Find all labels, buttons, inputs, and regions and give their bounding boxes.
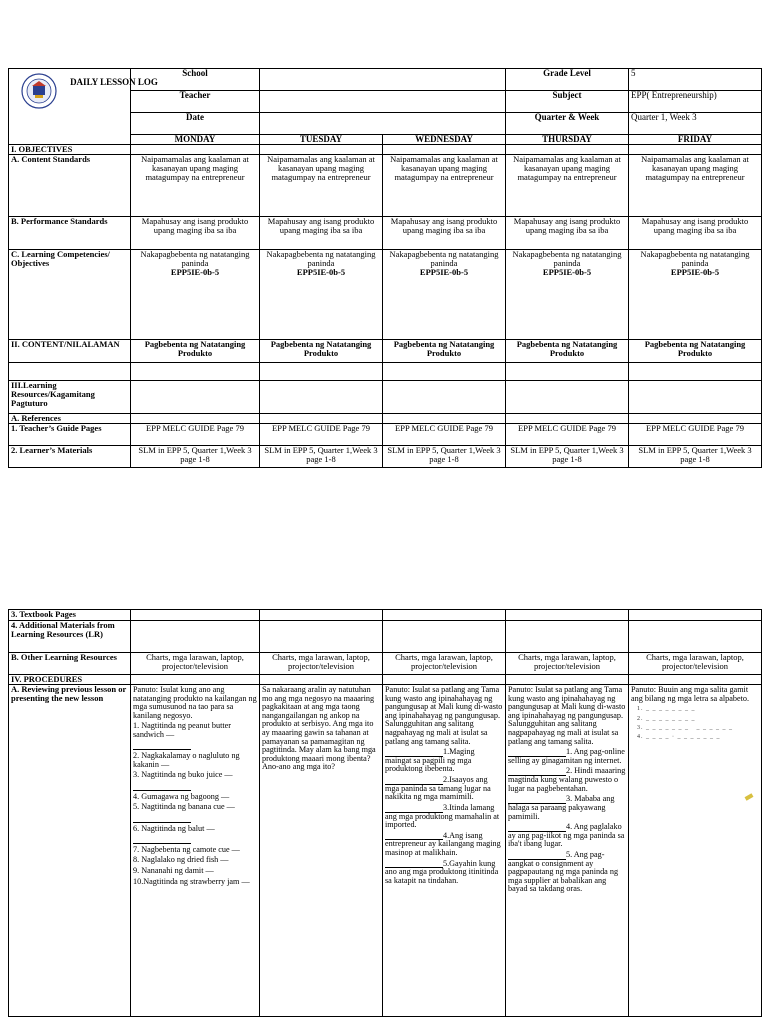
answer-blank[interactable] (133, 783, 191, 791)
performance-standards-tuesday: Mapahusay ang isang produkto upang maging iba sa iba (260, 217, 383, 250)
content-standards-wednesday: Naipamamalas ang kaalaman at kasanayan upang maging matagumpay na entrepreneur (383, 155, 506, 217)
lm-monday: SLM in EPP 5, Quarter 1,Week 3 page 1-8 (131, 446, 260, 468)
day-header-monday: MONDAY (131, 135, 260, 145)
additional-materials-label: 4. Additional Materials from Learning Resources (LR) (9, 621, 131, 653)
content-friday: Pagbebenta ng Natatanging Produkto (629, 340, 762, 363)
teacher-label: Teacher (131, 91, 260, 113)
content-standards-label: A. Content Standards (9, 155, 131, 217)
thursday-item-5 (508, 851, 626, 894)
monday-item-9: 9. Nananahi ng damit — (133, 865, 214, 875)
wednesday-item-text: 4.Ang isang entrepreneur ay kailangang maging masinop at malikhain. (385, 830, 501, 857)
competencies-label: C. Learning Competencies/ Objectives (9, 250, 131, 340)
answer-blank[interactable] (133, 815, 191, 823)
subject-field[interactable]: EPP( Entrepreneurship) (629, 91, 762, 113)
word-puzzle-image (631, 706, 759, 740)
monday-item-8: 8. Naglalako ng dried fish — (133, 855, 229, 865)
monday-item-5: 5. Nagtitinda ng banana cue — (133, 802, 235, 812)
competency-code: EPP5IE-0b-5 (542, 267, 592, 278)
tg-tuesday: EPP MELC GUIDE Page 79 (260, 424, 383, 446)
competency-wednesday (383, 250, 506, 340)
wednesday-item-text: 1.Maging maingat sa pagpili ng mga produktong ibebenta. (385, 747, 475, 774)
lm-thursday: SLM in EPP 5, Quarter 1,Week 3 page 1-8 (506, 446, 629, 468)
wednesday-item-1 (385, 748, 503, 774)
monday-item-4: 4. Gumagawa ng bagoong — (133, 791, 230, 801)
content-label: II. CONTENT/NILALAMAN (9, 340, 131, 363)
day-header-spacer (9, 135, 131, 145)
performance-standards-thursday: Mapahusay ang isang produkto upang maging iba sa iba (506, 217, 629, 250)
thursday-item-text: 4. Ang paglalako ay ang pag-iikot ng mga paninda sa iba't ibang lugar. (508, 822, 625, 849)
tg-monday: EPP MELC GUIDE Page 79 (131, 424, 260, 446)
references-label: A. References (9, 414, 131, 424)
review-tuesday: Sa nakaraang aralin ay natutuhan mo ang mga negosyo na maaaring pagkakitaan at ang mga taong nangangailangan ng ankop na produkto at serbisyo. Ang mga ito ay maaaring gawin sa tahanan at pamayanan sa pamamagitan ng pagtitinda. May alam ka bang mga produktong maaari mong ibenta? Ano-ano ang mga ito? (260, 685, 383, 1017)
competency-text: Nakapagbebenta ng natatanging paninda (512, 249, 622, 269)
grade-level-label: Grade Level (506, 69, 629, 91)
competency-code: EPP5IE-0b-5 (170, 267, 220, 278)
content-monday: Pagbebenta ng Natatanging Produkto (131, 340, 260, 363)
tg-friday: EPP MELC GUIDE Page 79 (629, 424, 762, 446)
competency-text: Nakapagbebenta ng natatanging paninda (266, 249, 376, 269)
monday-item-2: 2. Nagkakalamay o nagluluto ng kakanin — (133, 751, 240, 769)
other-resources-tuesday: Charts, mga larawan, laptop, projector/television (260, 653, 383, 675)
content-thursday: Pagbebenta ng Natatanging Produkto (506, 340, 629, 363)
wednesday-item-4 (385, 832, 503, 858)
lm-tuesday: SLM in EPP 5, Quarter 1,Week 3 page 1-8 (260, 446, 383, 468)
other-resources-wednesday: Charts, mga larawan, laptop, projector/television (383, 653, 506, 675)
answer-blank[interactable] (133, 742, 191, 750)
lesson-log-bottom-table (8, 609, 762, 1017)
quarter-week-field[interactable]: Quarter 1, Week 3 (629, 113, 762, 135)
tg-thursday: EPP MELC GUIDE Page 79 (506, 424, 629, 446)
tg-wednesday: EPP MELC GUIDE Page 79 (383, 424, 506, 446)
competency-code: EPP5IE-0b-5 (296, 267, 346, 278)
competency-text: Nakapagbebenta ng natatanging paninda (389, 249, 499, 269)
review-monday (131, 685, 260, 1017)
puzzle-row-4: 4. _ _ _ _ · _ _ _ _ _ _ _ (637, 734, 721, 741)
deped-seal-icon (21, 73, 57, 109)
quarter-week-label: Quarter & Week (506, 113, 629, 135)
lm-wednesday: SLM in EPP 5, Quarter 1,Week 3 page 1-8 (383, 446, 506, 468)
friday-instructions: Panuto: Buuin ang mga salita gamit ang bilang ng mga letra sa alpabeto. (631, 685, 749, 703)
monday-item-1: 1. Nagtitinda ng peanut butter sandwich — (133, 721, 231, 740)
monday-instructions: Panuto: Isulat kung ano ang natatanging produkto na kailangan ng mga sumusunod na tao para sa kanilang negosyo. (133, 685, 257, 720)
date-label: Date (131, 113, 260, 135)
monday-item-7: 7. Nagbebenta ng camote cue — (133, 844, 240, 854)
puzzle-row-1: 1. _ _ _ _ _ _ _ _ (637, 706, 696, 713)
thursday-item-text: 5. Ang pag-aangkat o consignment ay pagpapautang ng mga paninda ng mga supplier at babalikan ang bayad sa takdang oras. (508, 849, 619, 894)
wednesday-item-text: 5.Gayahin kung ano ang mga produktong itinitinda sa katapit na tindahan. (385, 858, 499, 885)
day-header-thursday: THURSDAY (506, 135, 629, 145)
day-header-tuesday: TUESDAY (260, 135, 383, 145)
competency-friday (629, 250, 762, 340)
thursday-item-2 (508, 767, 626, 793)
lesson-log-top-table (8, 68, 762, 468)
wednesday-item-5 (385, 860, 503, 886)
subject-label: Subject (506, 91, 629, 113)
competency-thursday (506, 250, 629, 340)
teacher-field[interactable] (260, 91, 506, 113)
textbook-pages-label: 3. Textbook Pages (9, 610, 131, 621)
answer-blank[interactable] (133, 836, 191, 844)
competency-tuesday (260, 250, 383, 340)
grade-level-field[interactable]: 5 (629, 69, 762, 91)
wednesday-instructions: Panuto: Isulat sa patlang ang Tama kung wasto ang ipinahahayag ng pangungusap at Mali kung di-wasto ang ipinahahayag ng pangungusap. Salungguhitan ang salitang nagpahayag ng mali at isulat sa patlang ang tamang salita. (385, 685, 503, 746)
thursday-item-3 (508, 795, 626, 821)
teachers-guide-label: 1. Teacher’s Guide Pages (9, 424, 131, 446)
puzzle-row-2: 2. _ _ _ _ _ _ _ _ (637, 715, 696, 722)
procedures-heading: IV. PROCEDURES (9, 675, 131, 685)
thursday-item-text: 2. Hindi maaaring magtinda kung walang puwesto o lugar na pagbebentahan. (508, 766, 626, 793)
resources-label: III.Learning Resources/Kagamitang Pagtuturo (9, 381, 131, 414)
school-field[interactable] (260, 69, 506, 91)
performance-standards-wednesday: Mapahusay ang isang produkto upang maging iba sa iba (383, 217, 506, 250)
other-resources-thursday: Charts, mga larawan, laptop, projector/television (506, 653, 629, 675)
objectives-heading: I. OBJECTIVES (9, 145, 131, 155)
performance-standards-friday: Mapahusay ang isang produkto upang maging iba sa iba (629, 217, 762, 250)
performance-standards-monday: Mapahusay ang isang produkto upang maging iba sa iba (131, 217, 260, 250)
competency-monday (131, 250, 260, 340)
other-resources-friday: Charts, mga larawan, laptop, projector/television (629, 653, 762, 675)
content-standards-tuesday: Naipamamalas ang kaalaman at kasanayan upang maging matagumpay na entrepreneur (260, 155, 383, 217)
content-wednesday: Pagbebenta ng Natatanging Produkto (383, 340, 506, 363)
pencil-icon (745, 793, 754, 800)
content-standards-thursday: Naipamamalas ang kaalaman at kasanayan upang maging matagumpay na entrepreneur (506, 155, 629, 217)
monday-item-6: 6. Nagtitinda ng balut — (133, 823, 215, 833)
other-resources-label: B. Other Learning Resources (9, 653, 131, 675)
review-thursday (506, 685, 629, 1017)
thursday-item-1 (508, 748, 626, 765)
learners-materials-label: 2. Learner’s Materials (9, 446, 131, 468)
header-logo-title-cell (9, 69, 158, 135)
day-header-friday: FRIDAY (629, 135, 762, 145)
other-resources-monday: Charts, mga larawan, laptop, projector/television (131, 653, 260, 675)
thursday-item-text: 1. Ang pag-online selling ay ginagamitan ng internet. (508, 747, 625, 765)
thursday-instructions: Panuto: Isulat sa patlang ang Tama kung wasto ang ipinahahayag ng pangungusap at Mali kung di-wasto ang ipinahahayag ng pangungusap. Salungguhitan ang salitang nagpapahayag ng mali at isulat sa patlang ang tamang salita. (508, 685, 626, 746)
wednesday-item-text: 3.Itinda lamang ang mga produktong mamahalin at imported. (385, 802, 500, 830)
school-label: School (131, 69, 260, 91)
page-title: DAILY LESSON LOG (70, 77, 158, 87)
lm-friday: SLM in EPP 5, Quarter 1,Week 3 page 1-8 (629, 446, 762, 468)
wednesday-item-3 (385, 804, 503, 830)
monday-item-3: 3. Nagtitinda ng buko juice — (133, 770, 233, 780)
monday-item-10: 10.Nagtitinda ng strawberry jam — (133, 876, 250, 886)
review-wednesday (383, 685, 506, 1017)
review-label: A. Reviewing previous lesson or presenting the new lesson (9, 685, 131, 1017)
puzzle-row-3: 3. _ _ _ _ _ _ _ _ _ _ _ _ _ (637, 724, 733, 731)
date-field[interactable] (260, 113, 506, 135)
performance-standards-label: B. Performance Standards (9, 217, 131, 250)
competency-code: EPP5IE-0b-5 (419, 267, 469, 278)
wednesday-item-2 (385, 776, 503, 802)
day-header-wednesday: WEDNESDAY (383, 135, 506, 145)
thursday-item-text: 3. Mababa ang halaga sa paraang pakyawang pamimili. (508, 794, 615, 821)
content-standards-monday: Naipamamalas ang kaalaman at kasanayan upang maging matagumpay na entrepreneur (131, 155, 260, 217)
content-standards-friday: Naipamamalas ang kaalaman at kasanayan upang maging matagumpay na entrepreneur (629, 155, 762, 217)
content-tuesday: Pagbebenta ng Natatanging Produkto (260, 340, 383, 363)
competency-code: EPP5IE-0b-5 (670, 267, 720, 278)
competency-text: Nakapagbebenta ng natatanging paninda (140, 249, 250, 269)
thursday-item-4 (508, 823, 626, 849)
review-friday (629, 685, 762, 1017)
wednesday-item-text: 2.Isaayos ang mga paninda sa tamang lugar na nakikita ng mga mamimili. (385, 775, 491, 802)
competency-text: Nakapagbebenta ng natatanging paninda (640, 249, 750, 269)
